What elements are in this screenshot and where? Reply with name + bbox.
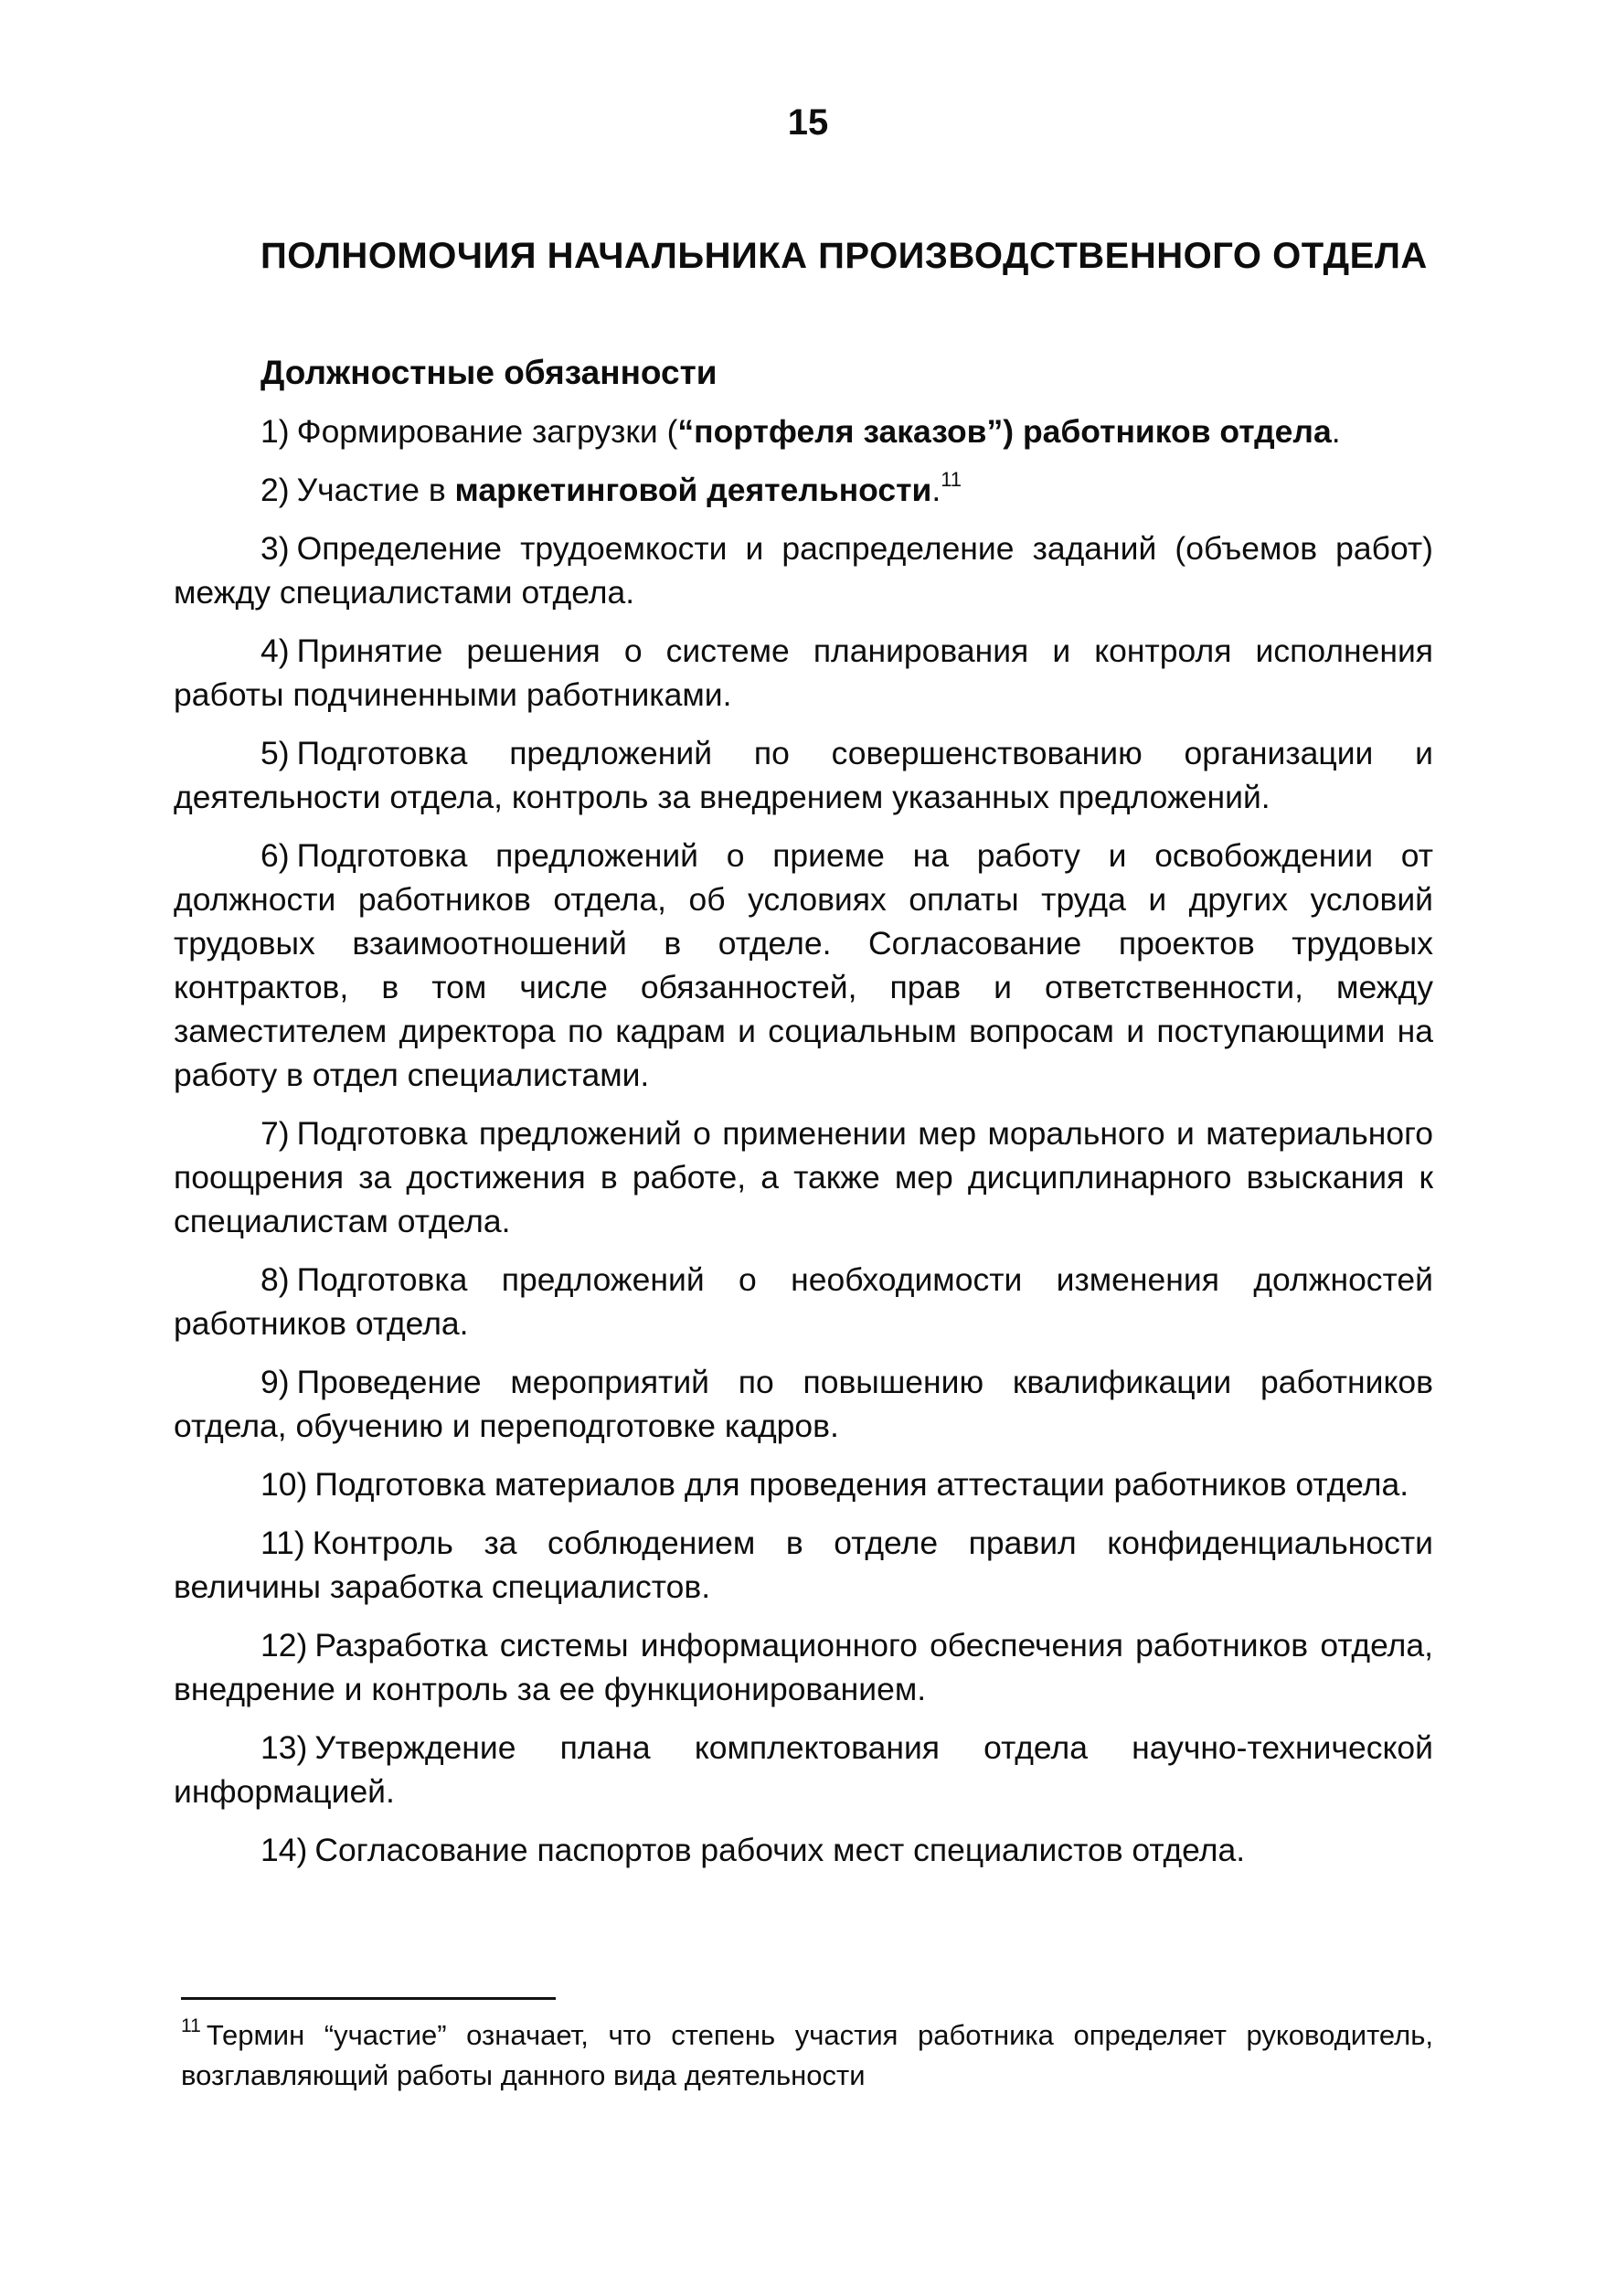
duty-item: [174, 1726, 1433, 1813]
duty-item: [174, 526, 1433, 614]
duty-number: 9): [260, 1364, 290, 1400]
duty-item: [174, 1462, 1433, 1506]
duty-text: Проведение мероприятий по повышению квалификации работников отдела, обучению и переподготовке кадров.: [174, 1364, 1433, 1444]
duty-text: Подготовка предложений о приеме на работу и освобождении от должности работников отдела, об условиях оплаты труда и других условий трудовых взаимоотношений в отделе. Согласование проектов трудовых контрактов, в том числе обязанностей, прав и ответственности, между заместителем директора по кадрам и социальным вопросам и поступающими на работу в отдел специалистами.: [174, 837, 1433, 1093]
page-number: 15: [787, 102, 829, 143]
duty-item: [174, 834, 1433, 1097]
duty-text: .: [1331, 413, 1341, 450]
duty-number: 3): [260, 530, 290, 567]
duty-item: [174, 468, 1433, 512]
duty-number: 1): [260, 413, 290, 450]
duty-item: [174, 629, 1433, 717]
duty-text: Разработка системы информационного обеспечения работников отдела, внедрение и контроль за ее функционированием.: [174, 1627, 1433, 1707]
duty-item: [174, 1521, 1433, 1609]
duty-text: Принятие решения о системе планирования и контроля исполнения работы подчиненными работниками.: [174, 632, 1433, 713]
duty-text-bold: “портфеля заказов”) работников отдела: [677, 413, 1332, 450]
duty-number: 2): [260, 472, 290, 508]
duty-number: 4): [260, 632, 290, 669]
duty-text: Подготовка предложений по совершенствованию организации и деятельности отдела, контроль за внедрением указанных предложений.: [174, 735, 1433, 815]
duty-number: 14): [260, 1832, 308, 1868]
duty-item: [174, 1623, 1433, 1711]
section-heading: Должностные обязанности: [260, 354, 718, 391]
duty-text: Подготовка материалов для проведения аттестации работников отдела.: [314, 1466, 1409, 1503]
duty-number: 6): [260, 837, 290, 874]
duty-number: 8): [260, 1261, 290, 1298]
duty-text: Определение трудоемкости и распределение заданий (объемов работ) между специалистами отдела.: [174, 530, 1433, 611]
duty-number: 12): [260, 1627, 308, 1664]
footnote-marker: 11: [181, 2015, 201, 2036]
duty-number: 10): [260, 1466, 308, 1503]
duty-item: [174, 1360, 1433, 1448]
footnote: [181, 2015, 1433, 2096]
duty-number: 13): [260, 1729, 308, 1766]
duty-item: [174, 1258, 1433, 1345]
duty-text: Контроль за соблюдением в отделе правил конфиденциальности величины заработка специалистов.: [174, 1525, 1433, 1605]
footnote-separator: [181, 1997, 556, 2000]
duty-text: Согласование паспортов рабочих мест специалистов отдела.: [314, 1832, 1246, 1868]
duty-item: [174, 409, 1433, 453]
duty-item: [174, 1111, 1433, 1243]
duty-item: [174, 1828, 1433, 1872]
duty-number: 5): [260, 735, 290, 771]
duty-number: 7): [260, 1115, 290, 1152]
duty-item: [174, 731, 1433, 819]
duty-number: 11): [260, 1525, 305, 1561]
footnote-reference: 11: [941, 468, 962, 491]
duty-text: Подготовка предложений о применении мер морального и материального поощрения за достижения в работе, а также мер дисциплинарного взыскания к специалистам отдела.: [174, 1115, 1433, 1239]
duty-text: Утверждение плана комплектования отдела научно-технической информацией.: [174, 1729, 1433, 1810]
duty-text: Формирование загрузки (: [296, 413, 678, 450]
footnote-text: Термин “участие” означает, что степень участия работника определяет руководитель, возглавляющий работы данного вида деятельности: [181, 2019, 1433, 2091]
duty-text-bold: маркетинговой деятельности: [454, 472, 932, 508]
page-title: ПОЛНОМОЧИЯ НАЧАЛЬНИКА ПРОИЗВОДСТВЕННОГО ОТДЕЛА: [260, 236, 1428, 276]
duty-text: Подготовка предложений о необходимости изменения должностей работников отдела.: [174, 1261, 1433, 1342]
duties-list: [174, 409, 1433, 1887]
duty-text: Участие в: [296, 472, 455, 508]
duty-text: .: [931, 472, 941, 508]
